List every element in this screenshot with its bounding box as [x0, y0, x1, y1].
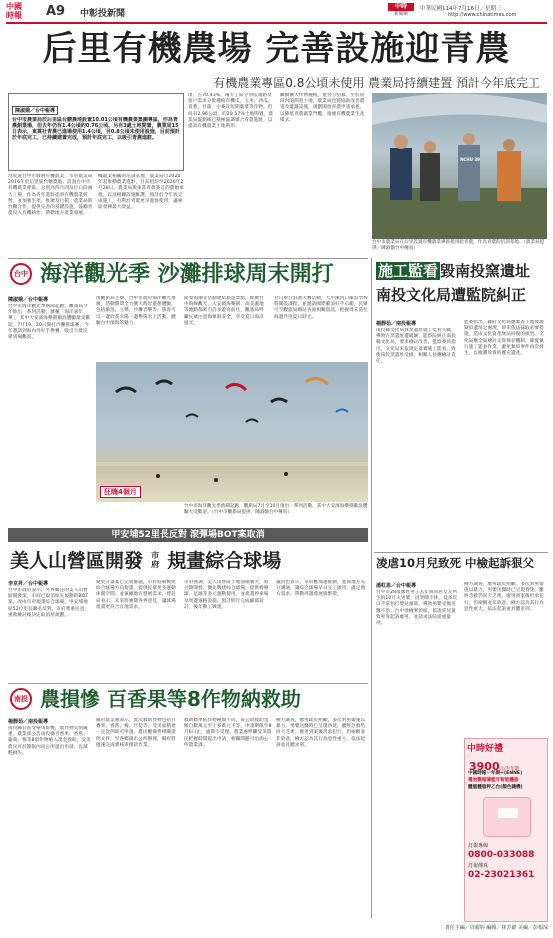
ad-price-unit: 元/半年期	[499, 767, 520, 772]
kitesurf-scene	[96, 362, 368, 502]
farm-col-3: 救助標準依作物種類不同，每公頃救助金額自數萬元至十多萬元不等，申請期限至8月6日止，逾期不受理。農業處呼籲受災農民把握時間提出申請，相關問題可洽詢公所農業課。	[184, 718, 272, 748]
mei-headline	[10, 546, 368, 576]
farm-col-4: 檢方調查，廖男疏於照顧，多次對男嬰施以暴力，男嬰送醫時已呈現昏迷，雖經急救仍回天乏術。廖男到案後坦承犯行，但辯稱並非故意，檢方認為其行為惡性重大，依法起訴並具體求刑。	[276, 718, 366, 748]
lead-col-2: 機農業相關的培訓基地，農業局自2020年起推動農業進駐，目前租約至2026年2月28日。農業局與東蒿青農簽訂的農地承租，以及相關設施維護，預計於今年底完成施工，有利於青農更早進駐使用，讓專區發揮最大效益。	[98, 174, 184, 211]
mei-kicker: 甲安埔52里長反對 滾彈場BOT案取消	[8, 528, 368, 542]
lead-summary: 台中市農業局於后里區台糖農地設置10.01公頃有機農業集團專區，作為青農創業場，但去年仍有1.4公頃約0.76公頃、另有3處土地閒置，農業局15日表示，東蒿社青農已進場使用1.4公頃，另0.8公頃未使用設施，目前預計於年底完工，已持續建置完成，預計年底完工，以吸引青農進駐。	[12, 117, 180, 141]
date-line: 中華民國114年7月16日／星期三	[420, 6, 502, 12]
relic-col-2: 監委指出，縣府文化局應審查工地發現疑似遺址之處理，卻未依法採取必要措施，造成文化資產無法回復的損害。文化局應全面檢討文資保存機制，確實執行施工監看作業，避免類似事件再次發生，以維護珍貴的歷史遺產。	[464, 320, 544, 357]
lead-byline: 陳淑娥／台中報導	[12, 106, 58, 115]
mei-col-1: 台中市政府表示，外界關注的美人山營區開發案，市府已取消原先規劃的BOT案，改由市府規畫綜合球場。甲安埔地區52位里長聯名反對，市府尊重民意，重新檢討後決定取消原規劃。	[8, 588, 90, 618]
lead-col-1: 為促進台中市發展有機農業，市府農業局2016年於后里區台糖農地，設置台中市有機農業專區，分別為四月四及位口段兩大工場，作為青年進駐從事有機農業經營，並加強生產、推廣及行銷。農業局與台糖合作，提供完善的基礎設施，鼓勵青農投入有機耕作，帶動地方產業發展。	[8, 174, 93, 217]
greenhouse-scene	[372, 93, 547, 239]
ad-brand	[467, 741, 547, 754]
beach-col-2: 由觀旅局主辦、台中市政府海洋觀光推廣，活動期間全力擴大海岸遊憩體驗，包括衝浪、立槳、沙灘音樂等，旅客可以一邊欣賞夕陽一邊參與水上活動，體驗台中濱海的魅力。	[96, 296, 176, 326]
fraud-col-2: 檢方調查，廖男疏於照顧，多次對男嬰施以暴力，男嬰送醫時已呈現昏迷，雖經急救仍回天乏術。廖男到案後坦承犯行，但辯稱並非故意，檢方認為其行為惡性重大，依法起訴並具體求刑。	[464, 582, 544, 612]
beach-col-4: 甘日舉行浪湧大賽活動，大甲溪河口衝浪學校將開設課程，並邀請國際衝浪好手示範，民眾可至觀旅局網站查詢相關資訊，把握周末前往海邊共度夏日時光。	[274, 296, 368, 320]
mei-headline-left: 美人山營區開發	[10, 550, 144, 572]
lead-photo	[372, 93, 547, 239]
mei-col-2: 變更計畫案已完成審議，市府將朝興建綜合球場方向規畫，提供民眾更多運動休閒空間，並兼顧地方發展需求。建設局表示，未來將廣徵各界意見，讓球場規畫更符合在地需求。	[96, 580, 176, 610]
ad-phone-1[interactable]: 0800-033088	[468, 850, 535, 860]
ad-phone-label-1: 訂報專線	[468, 843, 489, 849]
beach-col-3: 面奏海潮等活動連結旅遊景點，推廣台中海線觀光，大安濱海樂園、高美濕地等地點都吸引許多遊客前往，觀旅局呼籲民眾注意海象與安全，享受夏日海洋風光。	[184, 296, 264, 326]
beach-photo-caption: 台中市海洋觀光季熱鬧起跑，觀旅局7月至10月推出一系列活動，其中大安濱海樂園衝浪體驗大受歡迎。（台中市觀旅局提供／陳淑娥台中傳真）	[184, 504, 368, 515]
ad-product: 好禮	[485, 744, 504, 754]
newspaper-logo	[6, 2, 40, 20]
lead-photo-caption: 台中市農業局在后里設置有機農業專區租用給青農，作為青農的培訓基地。（農業局提供／陳淑娥台中傳真）	[372, 240, 545, 251]
mei-col-3: 市府強調，美人山營區土地面積廣大，將分期開發，優先興建綜合球場，提供棒壘球、足球等多元運動使用，並規畫停車場及周邊道路設施，預計明年完成細部設計，後年動工興建。	[184, 580, 269, 610]
nantou-badge: 南投	[10, 688, 32, 710]
beach-photo-label: 狂嗨4個月	[100, 486, 141, 498]
taichung-badge: 台中	[10, 263, 32, 285]
ad-offer-1: 中國時報一年期+(ENNE)	[468, 771, 523, 776]
fraud-byline: 潘虹恩／台中報導	[376, 583, 417, 589]
relic-headline-highlight: 施工監看	[378, 262, 439, 280]
divider-farm-top	[8, 683, 368, 684]
ad-price: 3900	[469, 760, 500, 773]
logo-bottom: 時報	[6, 11, 22, 20]
brand-icon-text: 中時	[388, 3, 414, 11]
lead-summary-box	[8, 93, 184, 171]
mei-headline-mid-bottom: 府	[151, 559, 160, 569]
ad-brand-name: 中時	[467, 744, 486, 754]
mei-byline: 李京昇／台中報導	[8, 581, 49, 587]
divider-fraud-top	[374, 552, 548, 553]
shirt-text: NCHU 39	[460, 157, 480, 162]
relic-col-1: 南投縣文化局對窯遺址施工監看失職，導致古窯遺址遭破壞，監察院糾正南投縣文化局，要求檢討改善。監察委員指出，文化局未依規定落實施工監看，致使南投窯遺址受損，相關人員應檢討責任。	[376, 328, 456, 365]
farm-col-2: 縣府農業處表示，此次救助作物包括百香果、香蕉、梅、竹筍等，受災面積達一定比例即可申請。農民應備齊相關證明文件，至各鄉鎮市公所辦理，縣府將儘速完成審核與撥款作業。	[96, 718, 176, 748]
beach-col-1: 台中市海洋觀光季熱鬧起跑，觀旅局今年推出一系列活動，號稱「海洋嘉年華」，其中大安濱海樂園衝浪體驗最受歡迎。7月19、20日開打沙灘排球賽，今年邀請到海內外好手參賽，吸引大批民眾到場觀賞。	[8, 304, 91, 341]
ad-offer-3: 體重體脂秤乙台(顏色隨機)	[468, 785, 523, 790]
relic-headline-line1	[376, 262, 548, 280]
fraud-col-1: 台中市28歲廖姓男子去年與同居女友所生的10月大男嬰，因哭鬧不休，竟多次以手掌拍打嬰兒頭部，導致男嬰受傷送醫不治。台中地檢署偵結，依凌虐兒童致死罪起訴廖男，並請求法院從重量刑。	[376, 590, 458, 627]
page-number: A9	[46, 4, 66, 19]
relic-headline-line2: 南投文化局遭監院糾正	[376, 286, 527, 304]
ad-phone-label-2: 訂報傳真	[468, 863, 489, 869]
lead-col-4: 繼續擴大作物種植，並努力招募。至於同段內的閒置土地，農業局也將協助改善農電及灌溉設施，規劃開放青農申請承租，以降低青農創業門檻，推廣有機農業生產模式。	[280, 93, 365, 123]
logo-top: 中國	[6, 2, 22, 11]
site-url[interactable]: http://www.chinatimes.com	[448, 12, 517, 18]
divider-beach-top	[8, 258, 368, 259]
relic-byline: 楊靜茹／南投報導	[376, 321, 417, 327]
section-name: 中彰投新聞	[80, 9, 126, 19]
ad-phone-2[interactable]: 02-23021361	[468, 870, 535, 880]
relic-headline-rest: 毀南投窯遺址	[440, 262, 531, 280]
farm-byline: 楊靜茹／南投報導	[8, 719, 49, 725]
farm-headline: 農損慘 百香果等8作物納救助	[40, 687, 301, 711]
lead-headline: 后里有機農場 完善設施迎青農	[42, 29, 511, 69]
farm-col-1: 南投縣日前受豪雨影響，農作物災情嚴重，農業部公告南投縣百香果、香蕉、葡萄、梅等8項作物納入現金救助，受災農民可於期限內向公所提出申請，以減輕損失。	[8, 726, 91, 756]
mei-col-4: 議員也表示，市府應加速推動，並與地方充分溝通，讓綜合球場早日完工啟用，滿足地方需求，帶動周邊發展與繁榮。	[276, 580, 366, 598]
subscription-ad[interactable]	[464, 738, 548, 922]
mei-headline-mid	[151, 551, 159, 569]
lead-subhead: 有機農業專區0.8公頃未使用 農業局持續建置 預計今年底完工	[213, 76, 540, 90]
ad-offer-2: 電池數超薄藍牙智能體脂	[468, 778, 519, 783]
beach-headline: 海洋觀光季 沙灘排球周末開打	[40, 262, 334, 287]
masthead	[0, 0, 553, 22]
lead-col-3: 頃，占70.43%，兩大工區分別依適路及客戶需求分批種植有機瓜、玉米、西瓜、青蔥、甘藷，小麥及短期葉菜等作物。但尚有2.96公頃，約29.57%土地閒置，農業局盤點後已積極協調媒合青農進駐，以提高有機農業土地利用。	[188, 93, 274, 130]
divider-right-column	[371, 258, 372, 918]
brand-icon-sub: 新聞網	[394, 12, 408, 17]
beach-byline: 陳淑娥／台中報導	[8, 297, 49, 303]
footer-credits: 責任主編／周麗婷 編輯／林芳錦 美編／彭根深	[444, 925, 548, 931]
brand-icon	[388, 3, 414, 19]
masthead-rule	[6, 22, 547, 24]
mei-headline-right: 規畫綜合球場	[167, 550, 282, 572]
beach-photo	[96, 362, 368, 502]
fraud-headline: 凌虐10月兒致死 中檢起訴狠父	[376, 556, 535, 570]
mei-headline-mid-top: 市	[151, 550, 160, 560]
scale-product-image	[483, 797, 531, 837]
